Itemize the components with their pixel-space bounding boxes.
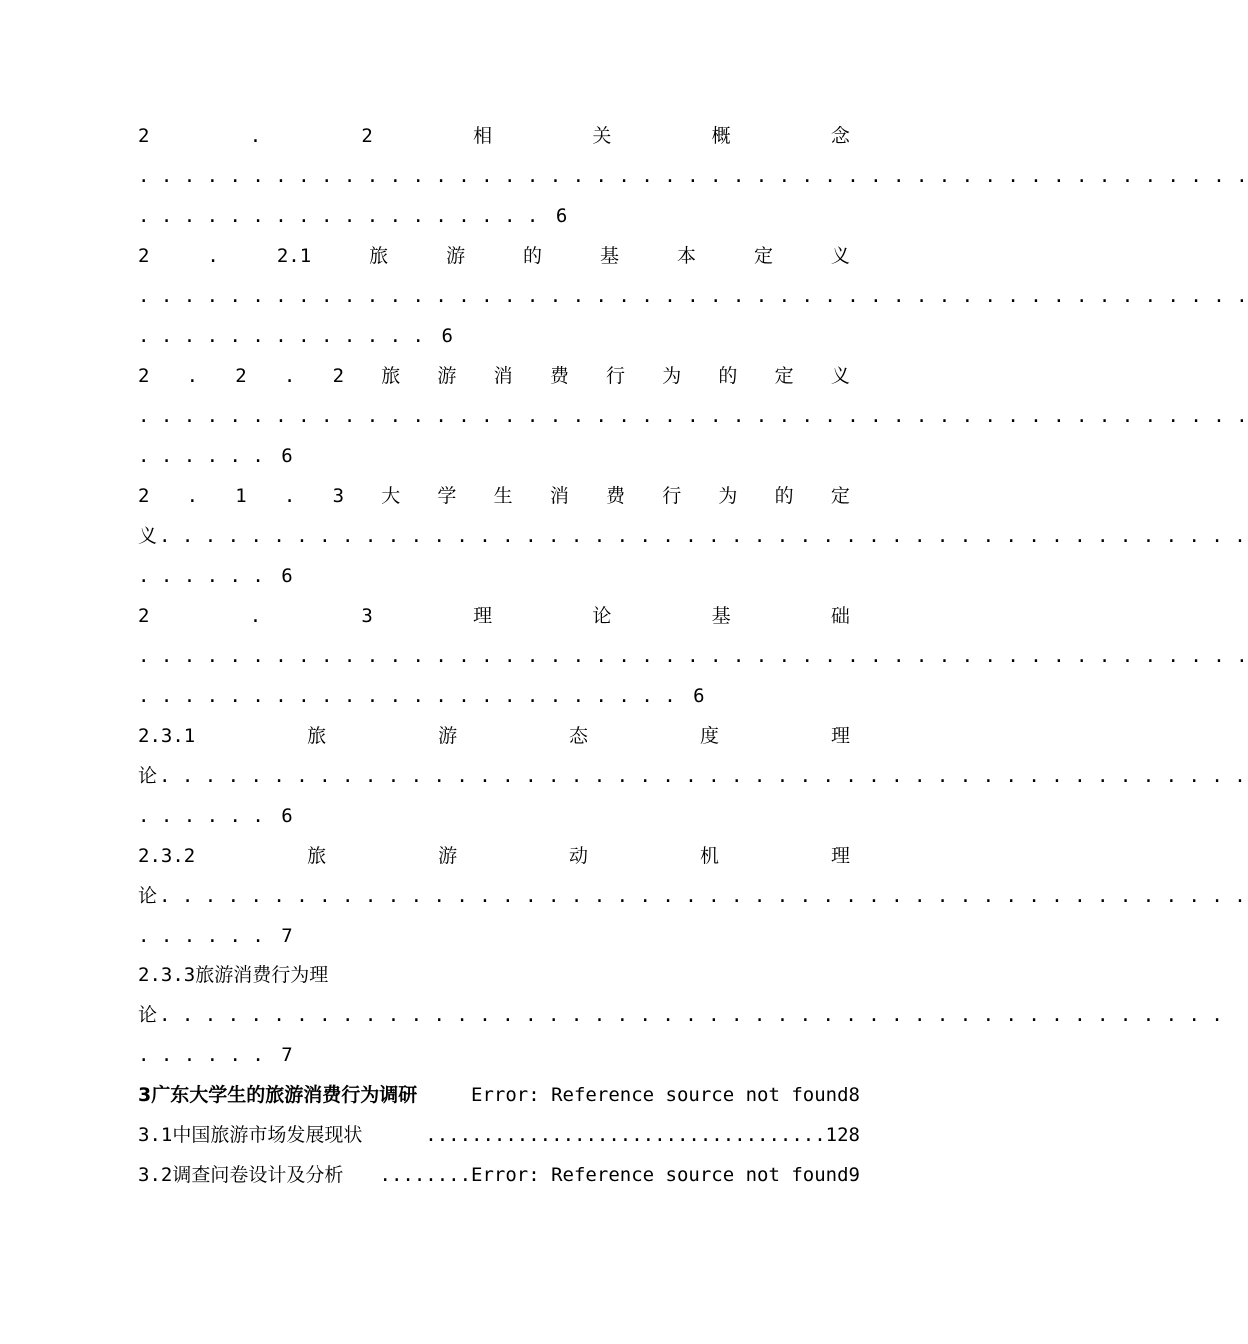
- toc-token: 论: [138, 765, 158, 787]
- toc-token: 2: [138, 245, 150, 267]
- toc-token: 基: [600, 245, 620, 267]
- toc-leader-dots: ...................................: [425, 1124, 826, 1146]
- toc-leader-dots: . . . . . .: [138, 925, 264, 947]
- toc-leader-dots: . . . . . . . . . . . . . . . . . . . . . . . . . . . . . . . . . . . . . . . . . . . . . . . . .: [138, 645, 1248, 667]
- toc-token: 态: [569, 725, 589, 747]
- toc-token: 3: [361, 605, 373, 627]
- toc-token: 动: [569, 845, 589, 867]
- toc-leader-end: [138, 201, 850, 231]
- toc-entry-right: [425, 1120, 860, 1150]
- toc-token: 游: [438, 845, 458, 867]
- toc-token: 费: [549, 365, 569, 387]
- toc-token: 理: [473, 605, 493, 627]
- toc-token: 费: [606, 485, 626, 507]
- toc-token: 2.3.1: [138, 725, 196, 747]
- toc-entry-title: 3.1中国旅游市场发展现状: [138, 1124, 363, 1146]
- toc-token: .: [249, 605, 262, 627]
- toc-page-number: 6: [693, 685, 705, 707]
- toc-leader-dots: 论 . . . . . . . . . . . . . . . . . . . . . . . . . . . . . . . . . . . . . . . . . . . . . . . .: [138, 761, 850, 791]
- toc-token: 义: [138, 525, 158, 547]
- toc-token: 2: [235, 365, 247, 387]
- toc-token: 论: [138, 1004, 158, 1026]
- toc-leader-dots: . . . . . . . . . . . . . . . . . .: [138, 205, 539, 227]
- toc-token: 3: [332, 485, 345, 507]
- toc-token: 基: [711, 605, 731, 627]
- toc-token: .: [186, 485, 199, 507]
- toc-token: 旅: [307, 725, 327, 747]
- toc-reference-error: Error: Reference source not found: [471, 1164, 849, 1186]
- toc-leader-end: [138, 441, 850, 471]
- toc-token: 度: [700, 725, 720, 747]
- toc-token: 义: [830, 365, 850, 387]
- toc-token: 生: [493, 485, 513, 507]
- toc-page-number: 6: [441, 325, 453, 347]
- toc-leader-dots: ........: [379, 1164, 472, 1186]
- toc-token: 游: [438, 725, 458, 747]
- toc-leader-end: [138, 681, 850, 711]
- toc-token: 旅: [307, 845, 327, 867]
- toc-token: 旅: [381, 365, 401, 387]
- toc-entry-2-2-2-title[interactable]: [138, 361, 850, 391]
- toc-token: 的: [774, 485, 794, 507]
- toc-entry-title: 2.3.3旅游消费行为理: [138, 964, 329, 986]
- toc-page-number: 8: [848, 1084, 860, 1106]
- toc-chapter-title: 3广东大学生的旅游消费行为调研: [138, 1084, 418, 1106]
- toc-entry-2-1-3-title[interactable]: [138, 481, 850, 511]
- toc-token: 2.1: [276, 245, 312, 267]
- toc-entry-2-3-2-title[interactable]: [138, 841, 850, 871]
- toc-token: 2: [138, 605, 150, 627]
- toc-token: 2: [138, 365, 150, 387]
- toc-token: 2.3.2: [138, 845, 196, 867]
- toc-token: .: [186, 365, 199, 387]
- toc-entry-3-1[interactable]: [138, 1120, 860, 1150]
- toc-token: 理: [830, 845, 850, 867]
- toc-token: 2: [138, 125, 150, 147]
- toc-leader-dots: . . . . . .: [138, 1044, 264, 1066]
- toc-token: 义: [830, 245, 850, 267]
- toc-leader-dots: . . . . . . . . . . . . . . . . . . . . . . . . . . . . . . . . . . . . . . . . . . . . . . . . .: [138, 285, 1248, 307]
- toc-page-number: 6: [555, 205, 568, 227]
- toc-token: 大: [381, 485, 401, 507]
- toc-page-number: 128: [825, 1124, 860, 1146]
- toc-token: 定: [774, 365, 794, 387]
- toc-leader-dots: . . . . . . . . . . . . . . . . . . . . . . . . . . . . . . . . . . . . . . . . . . . . . . . . .: [138, 405, 1248, 427]
- toc-page-number: 6: [281, 445, 293, 467]
- toc-leader-end: [138, 921, 850, 951]
- toc-leader-end: [138, 561, 850, 591]
- toc-leader-dots: . . . . . . . . . . . . . . . . . . . . . . . . . . . . . . . . . . . . . . . . . . . . . . . . .: [138, 165, 1248, 187]
- toc-entry-2-2-title[interactable]: [138, 121, 850, 151]
- toc-token: 论: [138, 885, 158, 907]
- toc-token: 概: [711, 125, 731, 147]
- toc-token: 游: [446, 245, 466, 267]
- toc-token: 学: [437, 485, 457, 507]
- toc-entry-2-2-1-title[interactable]: [138, 241, 850, 271]
- toc-token: 念: [830, 125, 850, 147]
- toc-page-number: 7: [281, 1044, 293, 1066]
- toc-token: 消: [549, 485, 569, 507]
- toc-token: 行: [606, 365, 626, 387]
- toc-token: 定: [830, 485, 850, 507]
- toc-page-number: 6: [281, 565, 293, 587]
- toc-token: 论: [592, 605, 612, 627]
- toc-entry-chapter-3[interactable]: [138, 1080, 860, 1110]
- toc-entry-right: [471, 1080, 860, 1110]
- toc-token: 行: [662, 485, 682, 507]
- toc-token: .: [249, 125, 262, 147]
- toc-leader-dots: . . . . . .: [138, 565, 264, 587]
- toc-token: 2: [332, 365, 345, 387]
- toc-token: 2: [361, 125, 373, 147]
- toc-leader-dots: 论 . . . . . . . . . . . . . . . . . . . . . . . . . . . . . . . . . . . . . . . . . . . . . . . .: [138, 881, 850, 911]
- toc-entry-2-3-title[interactable]: [138, 601, 850, 631]
- toc-page-number: 9: [848, 1164, 860, 1186]
- toc-token: 础: [830, 605, 850, 627]
- toc-entry-2-3-1-title[interactable]: [138, 721, 850, 751]
- toc-token: 为: [662, 365, 682, 387]
- toc-leader-dots: . . . . . .: [138, 805, 264, 827]
- toc-token: 旅: [369, 245, 389, 267]
- toc-token: .: [283, 485, 296, 507]
- toc-reference-error: Error: Reference source not found: [471, 1084, 849, 1106]
- toc-entry-2-3-3-title[interactable]: [138, 960, 850, 990]
- toc-token: .: [283, 365, 296, 387]
- toc-token: 机: [700, 845, 720, 867]
- toc-token: 的: [523, 245, 543, 267]
- toc-token: 关: [592, 125, 612, 147]
- toc-token: 1: [235, 485, 247, 507]
- toc-entry-right: [380, 1160, 860, 1190]
- toc-leader-dots: . . . . . .: [138, 445, 264, 467]
- toc-token: 定: [753, 245, 773, 267]
- toc-page-number: 7: [281, 925, 293, 947]
- toc-leader-dots: 义 . . . . . . . . . . . . . . . . . . . . . . . . . . . . . . . . . . . . . . . . . . . . . . . .: [138, 521, 850, 551]
- toc-leader-end: [138, 321, 850, 351]
- toc-token: 游: [437, 365, 457, 387]
- toc-entry-title: 3.2调查问卷设计及分析: [138, 1164, 344, 1186]
- toc-token: 2: [138, 485, 150, 507]
- toc-leader-dots: . . . . . . . . . . . . .: [138, 325, 424, 347]
- toc-token: 消: [493, 365, 513, 387]
- toc-token: 相: [473, 125, 493, 147]
- toc-token: 的: [718, 365, 738, 387]
- toc-token: 为: [718, 485, 738, 507]
- toc-leader-dots: 论 . . . . . . . . . . . . . . . . . . . . . . . . . . . . . . . . . . . . . . . . . . . . . . .: [138, 1000, 850, 1030]
- toc-token: 本: [676, 245, 696, 267]
- toc-token: .: [207, 245, 219, 267]
- toc-page-number: 6: [281, 805, 293, 827]
- toc-leader-end: [138, 1040, 850, 1070]
- toc-token: 理: [830, 725, 850, 747]
- toc-entry-3-2[interactable]: [138, 1160, 860, 1190]
- toc-leader-end: [138, 801, 850, 831]
- toc-leader-dots: . . . . . . . . . . . . . . . . . . . . . . . .: [138, 685, 676, 707]
